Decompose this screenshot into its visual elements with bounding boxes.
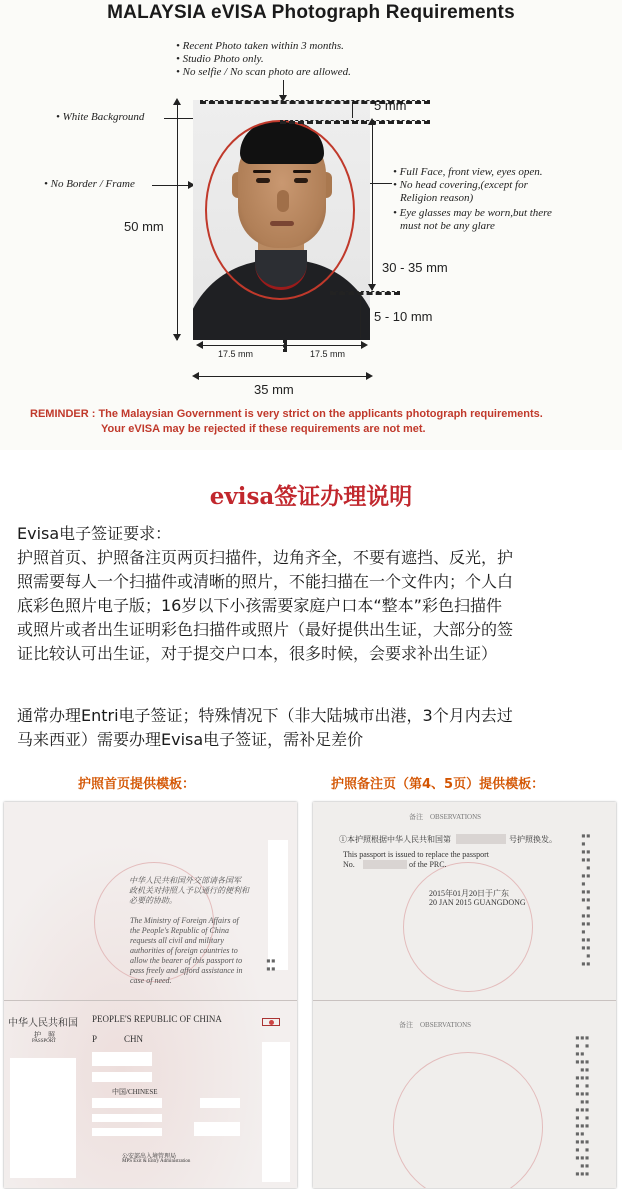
watermark-emblem-bottom: [393, 1052, 543, 1188]
measure-top-5mm: 5 mm: [374, 98, 407, 113]
dim-bottom-line: [360, 292, 361, 338]
center-mark: [283, 340, 287, 352]
arrow-half-left: [196, 341, 203, 349]
note-no-border: • No Border / Frame: [44, 178, 135, 190]
dim-width-line: [196, 376, 368, 377]
watermark-emblem-top: [403, 862, 533, 992]
arrow-width-left: [192, 372, 199, 380]
redacted-name-en: [92, 1072, 152, 1082]
redacted-issue-date: [92, 1114, 162, 1122]
observations-line-3b: of the PRC.: [409, 860, 447, 869]
evisa-requirements-paragraph: [17, 522, 609, 666]
note-no-head-covering: • No head covering,(except for: [393, 179, 528, 191]
notice-en-line-6: pass freely and afford assistance in: [130, 966, 243, 975]
observations-line-3a: No.: [343, 860, 355, 869]
dim-height-line: [177, 100, 178, 340]
requirements-line-3: 照需要每人一个扫描件或清晰的照片，不能扫描在一个文件内；个人白: [17, 572, 514, 591]
observations-line-1-end: 号护照换发。: [509, 835, 557, 844]
caption-passport-observations: 护照备注页（第4、5页）提供模板：: [331, 777, 545, 792]
requirements-line-6: 证比较认可出生证，对于提交户口本，很多时候，会要求补出生证）: [17, 644, 498, 663]
observations-date-en: 20 JAN 2015 GUANGDONG: [429, 898, 526, 907]
observations-header-bottom: 备注 OBSERVATIONS: [399, 1021, 472, 1029]
redacted-old-passport-number-en: [363, 860, 407, 869]
measure-bottom-5-10mm: 5 - 10 mm: [374, 309, 433, 324]
notice-en-line-2: the People's Republic of China: [130, 926, 230, 935]
redacted-birth-place: [200, 1098, 240, 1108]
note-religion-reason: Religion reason): [400, 192, 474, 204]
notice-en-line-4: authorities of foreign countries to: [130, 946, 238, 955]
passport-observations-sample: [313, 802, 616, 1188]
notice-en-line-5: allow the bearer of this passport to: [130, 956, 243, 965]
observations-line-1: ①本护照根据中华人民共和国第: [339, 835, 451, 844]
bullet-no-selfie: • No selfie / No scan photo are allowed.: [176, 66, 351, 78]
passport-fold: [4, 1000, 297, 1001]
arrow-height-bottom: [173, 334, 181, 341]
redacted-old-passport-number: [456, 834, 506, 844]
redacted-name-cn: [92, 1052, 152, 1066]
arrow-height-top: [173, 98, 181, 105]
requirements-line-4: 底彩色照片电子版；16岁以下小孩需要家庭户口本“整本”彩色扫描件: [17, 596, 502, 615]
passport-first-page-sample: [4, 802, 297, 1188]
notice-english: [130, 916, 243, 986]
passport-type-label-en: PASSPORT: [32, 1039, 56, 1044]
measure-height-50mm: 50 mm: [124, 219, 164, 234]
passport-country-value: CHN: [124, 1034, 144, 1044]
entri-note-paragraph: [17, 704, 609, 752]
passport-fold: [313, 1000, 616, 1001]
measure-face-30-35mm: 30 - 35 mm: [382, 260, 448, 275]
guide-chin: [330, 291, 400, 295]
bullet-recent-photo: • Recent Photo taken within 3 months.: [176, 40, 344, 52]
note-full-face: • Full Face, front view, eyes open.: [393, 166, 543, 178]
dim-top-margin: [352, 102, 353, 118]
notice-cn-line-2: 政机关对持照人予以通行的便利和: [129, 886, 249, 895]
redacted-portrait: [10, 1058, 76, 1178]
notice-chinese: [129, 876, 249, 906]
passport-type-value: P: [92, 1034, 98, 1044]
passport-authority-en: MPS Exit & Entry Administration: [122, 1159, 191, 1164]
caption-passport-first-page: 护照首页提供模板：: [78, 777, 196, 792]
diagram-title: MALAYSIA eVISA Photograph Requirements: [107, 2, 515, 23]
redacted-number-bottom: [262, 1042, 290, 1182]
passport-nationality: 中国/CHINESE: [112, 1088, 158, 1096]
dim-face-line: [372, 120, 373, 290]
requirements-line-2: 护照首页、护照备注页两页扫描件，边角齐全，不要有遮挡、反光，护: [17, 548, 514, 567]
entri-line-2: 马来西亚）需要办理Evisa电子签证，需补足差价: [17, 730, 364, 749]
arrow-half-right: [361, 341, 368, 349]
leader-no-border: [152, 185, 190, 186]
notice-en-line-1: The Ministry of Foreign Affairs of: [130, 916, 239, 925]
perforation-top: ▪▪ ▪▪: [266, 956, 276, 973]
notice-cn-line-1: 中华人民共和国外交部请各国军: [129, 876, 241, 885]
measure-half-left: 17.5 mm: [218, 349, 254, 359]
bullet-studio-photo: • Studio Photo only.: [176, 53, 264, 65]
observations-line-2: This passport is issued to replace the passport: [343, 850, 489, 859]
passport-type-label-cn: 护 照: [34, 1031, 55, 1039]
arrow-width-right: [366, 372, 373, 380]
notice-en-line-7: case of need.: [130, 976, 172, 985]
observations-date-cn: 2015年01月20日于广东: [429, 889, 509, 898]
passport-authority-cn: 公安部出入境管理局: [122, 1154, 177, 1160]
notice-cn-line-3: 必要的协助。: [129, 896, 177, 905]
redacted-expiry-date: [92, 1128, 162, 1136]
passport-header-en: PEOPLE'S REPUBLIC OF CHINA: [92, 1014, 222, 1024]
arrow-face-bottom: [368, 284, 376, 291]
observations-header-top: 备注 OBSERVATIONS: [409, 813, 482, 821]
section-title: evisa签证办理说明: [209, 483, 413, 510]
requirements-line-1: Evisa电子签证要求：: [17, 524, 172, 543]
reminder-line-1: REMINDER : The Malaysian Government is very strict on the applicants photograph requirements.: [30, 408, 543, 420]
reminder-line-2: Your eVISA may be rejected if these requirements are not met.: [101, 423, 426, 435]
arrow-face-top: [368, 118, 376, 125]
note-eye-glasses: • Eye glasses may be worn,but there: [393, 207, 552, 219]
redacted-signature: [194, 1122, 240, 1136]
chip-dot: [269, 1020, 274, 1025]
face-oval-guide: [205, 120, 355, 300]
guide-head-top: [280, 120, 430, 124]
notice-en-line-3: requests all civil and military: [130, 936, 224, 945]
photo-requirements-diagram: [0, 0, 622, 450]
dim-half-width-line: [200, 345, 363, 346]
measure-half-right: 17.5 mm: [310, 349, 346, 359]
entri-line-1: 通常办理Entri电子签证；特殊情况下（非大陆城市出港，3个月内去过: [17, 706, 513, 725]
passport-chip-symbol: [262, 1018, 280, 1026]
redacted-number-top: [268, 840, 288, 970]
requirements-line-5: 或照片或者出生证明彩色扫描件或照片（最好提供出生证，大部分的签: [17, 620, 514, 639]
passport-header-cn: 中华人民共和国: [8, 1018, 78, 1029]
perforation-number-top: ▪▪ ▪ ▪▪ ▪▪ ▪ ▪▪ ▪ ▪▪ ▪▪ ▪ ▪▪ ▪▪ ▪ ▪▪ ▪▪ ▪ ▪▪: [581, 831, 591, 968]
perforation-number-bottom: ▪▪▪ ▪ ▪ ▪▪ ▪▪▪ ▪▪ ▪▪▪ ▪ ▪ ▪▪▪ ▪▪ ▪▪▪ ▪ ▪ ▪▪▪ ▪▪ ▪▪▪ ▪ ▪ ▪▪▪ ▪▪ ▪▪▪: [575, 1033, 590, 1178]
note-no-glare: must not be any glare: [400, 220, 495, 232]
redacted-birth-date: [92, 1098, 162, 1108]
measure-width-35mm: 35 mm: [254, 382, 294, 397]
note-white-background: • White Background: [56, 111, 145, 123]
